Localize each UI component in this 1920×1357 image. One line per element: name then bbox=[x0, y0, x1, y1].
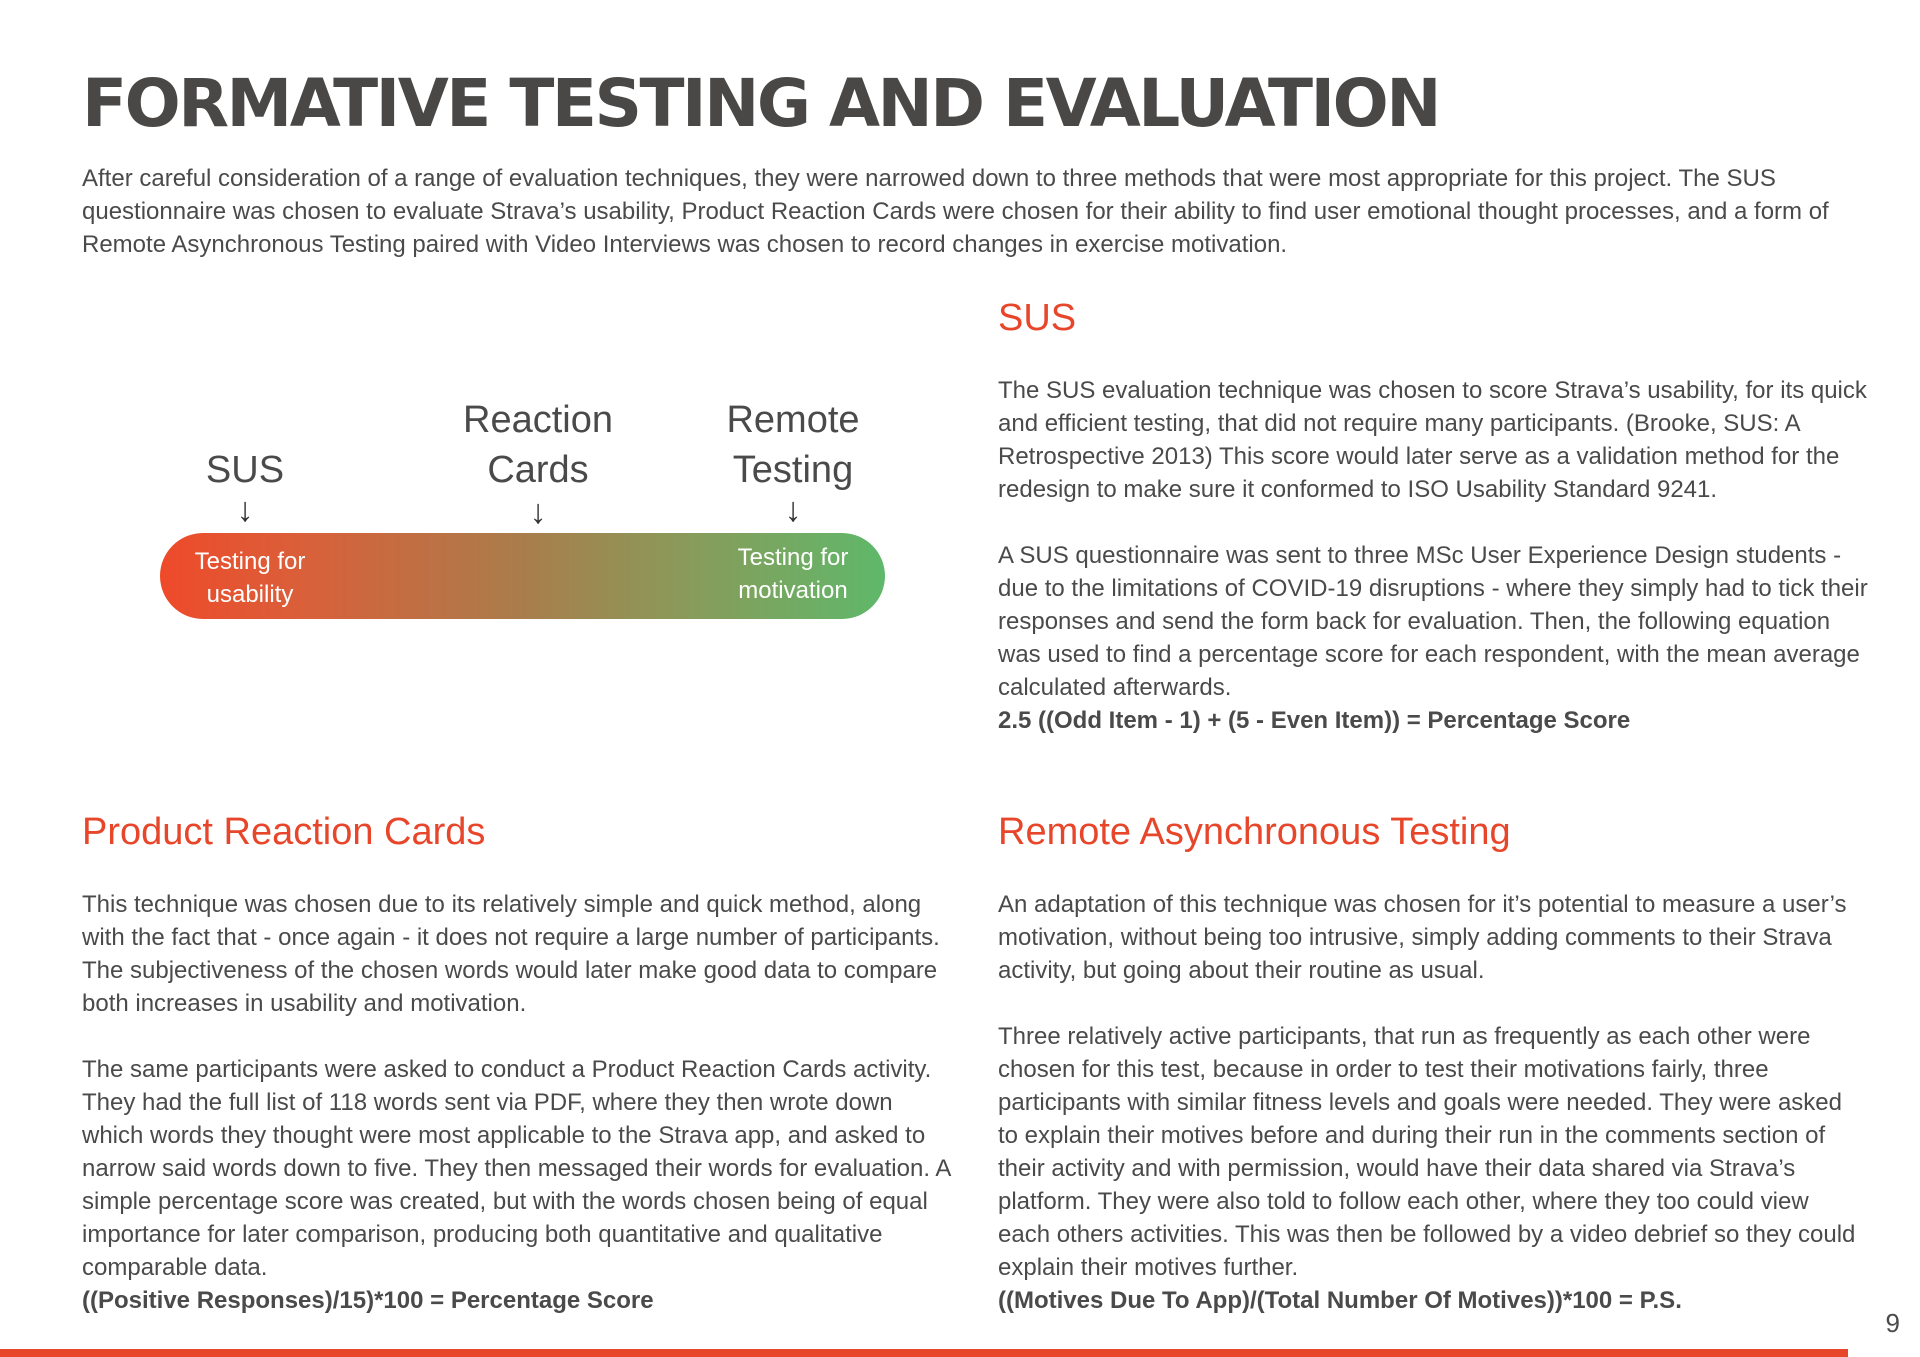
prc-paragraph-1: This technique was chosen due to its relatively simple and quick method, along with the fact that - once again - it does not require a large number of participants. The subjectiveness of the chosen words would later make good data to compare both increases in usability and motivation. bbox=[82, 891, 940, 1017]
arrow-down-icon: ↓ bbox=[529, 493, 547, 531]
intro-paragraph: After careful consideration of a range of evaluation techniques, they were narrowed down to three methods that were most appropriate for this project. The SUS questionnaire was chosen to evaluate Strava’s usability, Product Reaction Cards were chosen for their ability to find user emotional thought processes, and a form of Remote Asynchronous Testing paired with Video Interviews was chosen to record changes in exercise motivation. bbox=[82, 165, 1829, 258]
bar-label-usability: Testing for usability bbox=[194, 548, 306, 608]
prc-formula: ((Positive Responses)/15)*100 = Percentage Score bbox=[82, 1287, 654, 1314]
rat-paragraph-1: An adaptation of this technique was chosen for it’s potential to measure a user’s motivation, without being too intrusive, simply adding comments to their Strava activity, but going about their routine as usual. bbox=[998, 891, 1847, 984]
methods-diagram bbox=[160, 395, 890, 625]
bar-label-motivation: Testing for motivation bbox=[737, 544, 849, 604]
page-number: 9 bbox=[1885, 1308, 1900, 1338]
sus-paragraph-2: A SUS questionnaire was sent to three MSc User Experience Design students - due to the limitations of COVID-19 disruptions - where they simply had to tick their responses and send the form back for evaluation. Then, the following equation was used to find a percentage score for each respondent, with the mean average calculated afterwards. bbox=[998, 542, 1868, 701]
sus-formula: 2.5 ((Odd Item - 1) + (5 - Even Item)) = Percentage Score bbox=[998, 707, 1631, 734]
diagram-label-remote-testing: Remote Testing bbox=[726, 399, 860, 491]
sus-heading: SUS bbox=[998, 297, 1077, 339]
diagram-label-sus: SUS bbox=[205, 449, 285, 491]
prc-body bbox=[82, 888, 952, 1317]
prc-paragraph-2: The same participants were asked to conduct a Product Reaction Cards activity. They had the full list of 118 words sent via PDF, where they then wrote down which words they thought were most applicable to the Strava app, and asked to narrow said words down to five. They then messaged their words for evaluation. A simple percentage score was created, but with the words chosen being of equal importance for later comparison, producing both quantitative and qualitative comparable data. bbox=[82, 1056, 951, 1281]
rat-body bbox=[998, 888, 1858, 1317]
rat-paragraph-2: Three relatively active participants, that run as frequently as each other were chosen for this test, because in order to test their motivations fairly, three participants with similar fitness levels and goals were needed. They were asked to explain their motives before and during their run in the comments section of their activity and with permission, would have their data shared via Strava’s platform. They were also told to follow each other, where they too could view each others activities. This was then be followed by a video debrief so they could explain their motives further. bbox=[998, 1023, 1856, 1281]
diagram-label-reaction-cards: Reaction Cards bbox=[463, 399, 613, 491]
rat-formula: ((Motives Due To App)/(Total Number Of Motives))*100 = P.S. bbox=[998, 1287, 1682, 1314]
product-reaction-cards-heading: Product Reaction Cards bbox=[82, 811, 486, 853]
arrow-down-icon: ↓ bbox=[236, 491, 254, 529]
page-title: FORMATIVE TESTING AND EVALUATION bbox=[82, 65, 1439, 142]
arrow-down-icon: ↓ bbox=[784, 491, 802, 529]
sus-body bbox=[998, 374, 1868, 737]
remote-asynchronous-testing-heading: Remote Asynchronous Testing bbox=[998, 811, 1511, 853]
sus-paragraph-1: The SUS evaluation technique was chosen to score Strava’s usability, for its quick and efficient testing, that did not require many participants. (Brooke, SUS: A Retrospective 2013) This score would later serve as a validation method for the redesign to make sure it conformed to ISO Usability Standard 9241. bbox=[998, 377, 1867, 503]
footer-rule bbox=[0, 1349, 1848, 1357]
